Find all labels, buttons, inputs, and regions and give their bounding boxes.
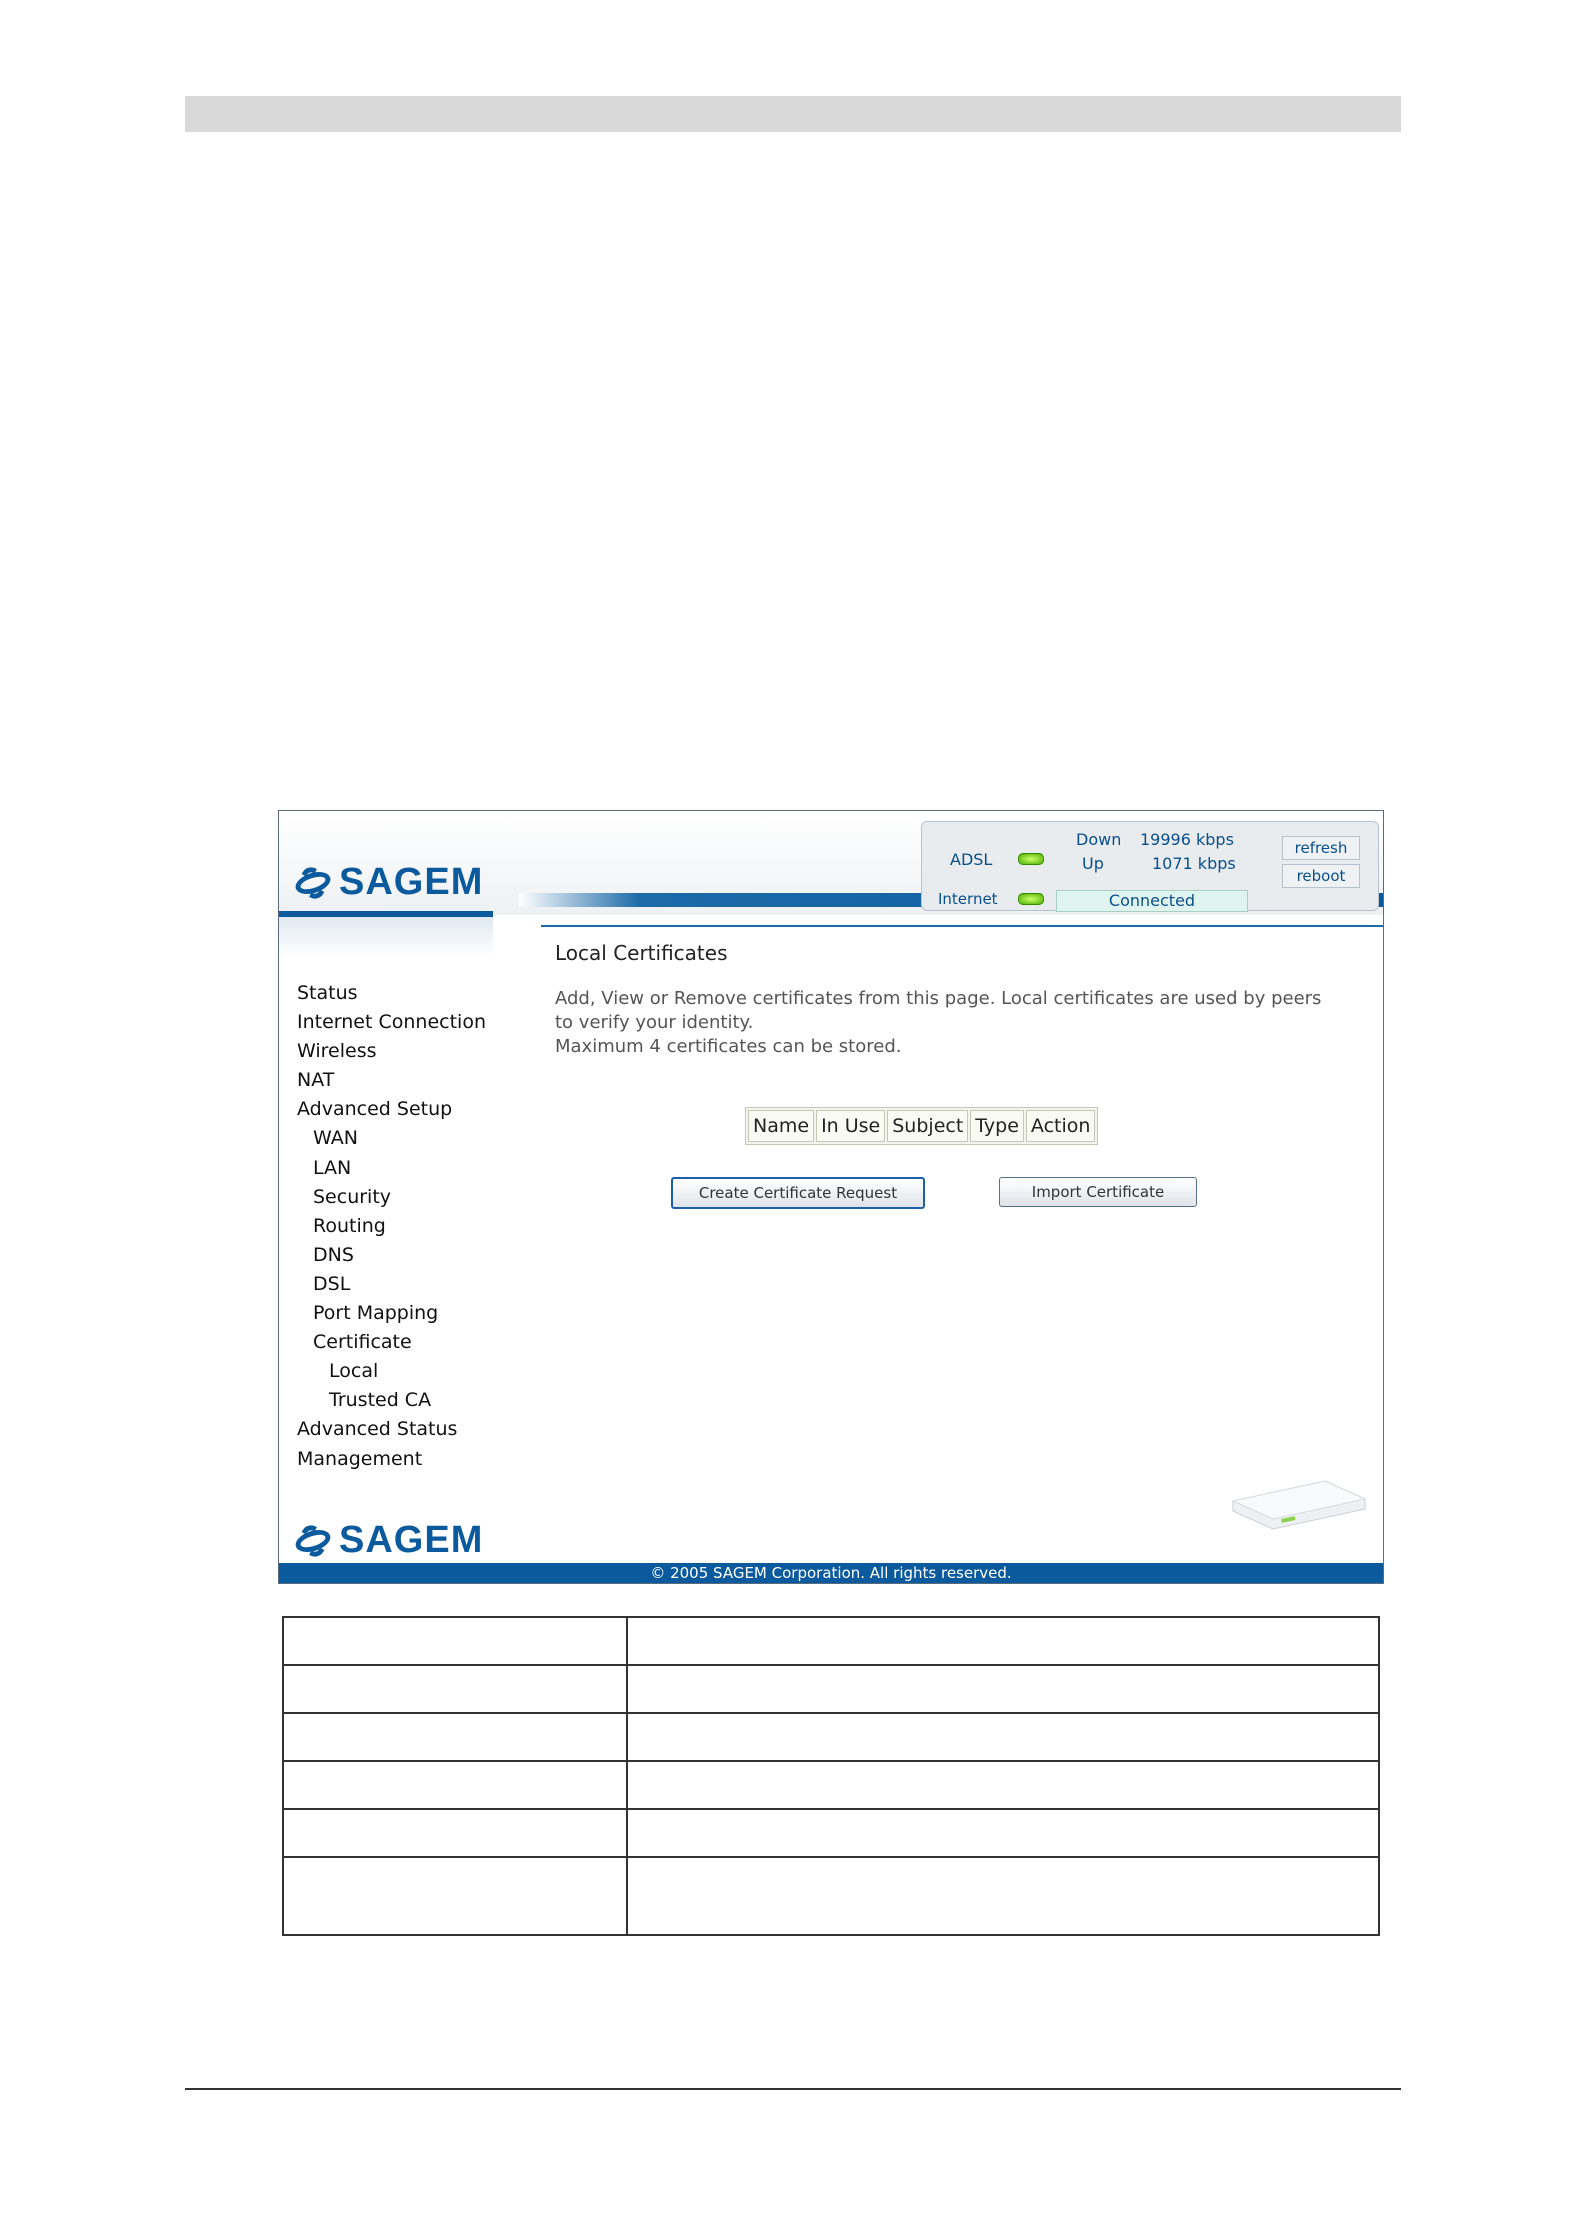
sidebar-item-advanced-status[interactable]: Advanced Status	[297, 1418, 458, 1441]
create-certificate-request-button[interactable]: Create Certificate Request	[671, 1177, 925, 1209]
document-footer-line	[185, 2088, 1401, 2090]
sidebar-top-tint	[279, 917, 493, 957]
table-row	[283, 1617, 1379, 1665]
sidebar-item-advanced-setup[interactable]: Advanced Setup	[297, 1098, 453, 1121]
document-field-table	[282, 1616, 1380, 1936]
logo-text-footer: SAGEM	[339, 1519, 484, 1561]
document-header-bar	[185, 96, 1401, 132]
sidebar-item-lan[interactable]: LAN	[313, 1156, 352, 1179]
sidebar-item-local[interactable]: Local	[329, 1360, 379, 1383]
column-header-in-use: In Use	[816, 1110, 885, 1142]
down-label: Down	[1076, 830, 1122, 849]
column-header-action: Action	[1026, 1110, 1096, 1142]
description-line-3: Maximum 4 certificates can be stored.	[555, 1036, 902, 1057]
sagem-logo	[293, 861, 483, 904]
logo-text: SAGEM	[339, 861, 484, 903]
internet-label: Internet	[938, 890, 998, 908]
sidebar-item-trusted-ca[interactable]: Trusted CA	[329, 1389, 432, 1412]
sidebar-item-wireless[interactable]: Wireless	[297, 1040, 377, 1063]
sagem-logo-icon	[293, 863, 333, 903]
import-certificate-button[interactable]: Import Certificate	[999, 1177, 1197, 1207]
header-rule	[541, 925, 1383, 927]
table-row	[283, 1809, 1379, 1857]
column-header-name: Name	[748, 1110, 814, 1142]
internet-led-icon	[1018, 893, 1044, 905]
sidebar-item-certificate[interactable]: Certificate	[313, 1331, 412, 1354]
adsl-led-icon	[1018, 853, 1044, 865]
sidebar-item-dns[interactable]: DNS	[313, 1243, 354, 1266]
sidebar-item-nat[interactable]: NAT	[297, 1069, 335, 1092]
sidebar-item-routing[interactable]: Routing	[313, 1214, 386, 1237]
table-row	[283, 1665, 1379, 1713]
page-title: Local Certificates	[555, 941, 728, 965]
adsl-label: ADSL	[950, 850, 993, 869]
router-web-ui-screenshot	[278, 810, 1384, 1584]
sidebar-item-port-mapping[interactable]: Port Mapping	[313, 1302, 439, 1325]
sidebar-item-dsl[interactable]: DSL	[313, 1272, 351, 1295]
router-device-icon	[1229, 1471, 1369, 1531]
main-content	[553, 941, 1353, 1202]
sidebar-item-status[interactable]: Status	[297, 982, 358, 1004]
description-line-1: Add, View or Remove certificates from this page. Local certificates are used by peers	[555, 988, 1322, 1009]
sidebar-item-management[interactable]: Management	[297, 1447, 423, 1470]
column-header-type: Type	[970, 1110, 1024, 1142]
sidebar-item-wan[interactable]: WAN	[313, 1127, 358, 1150]
copyright-text: © 2005 SAGEM Corporation. All rights reserved.	[650, 1564, 1012, 1582]
table-header-row	[748, 1110, 1095, 1142]
column-header-subject: Subject	[887, 1110, 968, 1142]
table-row	[283, 1713, 1379, 1761]
sagem-logo-footer	[293, 1519, 483, 1562]
table-row	[283, 1761, 1379, 1809]
certificates-table	[745, 1107, 1098, 1145]
connection-status: Connected	[1056, 890, 1248, 912]
sagem-logo-footer-icon	[293, 1521, 333, 1561]
up-label: Up	[1082, 854, 1104, 873]
sidebar-nav	[297, 979, 486, 1474]
up-value: 1071 kbps	[1152, 854, 1236, 873]
description-line-2: to verify your identity.	[555, 1012, 754, 1033]
down-value: 19996 kbps	[1140, 830, 1234, 849]
sidebar-item-internet-connection[interactable]: Internet Connection	[297, 1011, 486, 1034]
reboot-button[interactable]: reboot	[1282, 864, 1360, 888]
table-row	[283, 1857, 1379, 1935]
refresh-button[interactable]: refresh	[1282, 836, 1360, 860]
sidebar-item-security[interactable]: Security	[313, 1185, 392, 1208]
connection-status-panel	[921, 821, 1379, 911]
